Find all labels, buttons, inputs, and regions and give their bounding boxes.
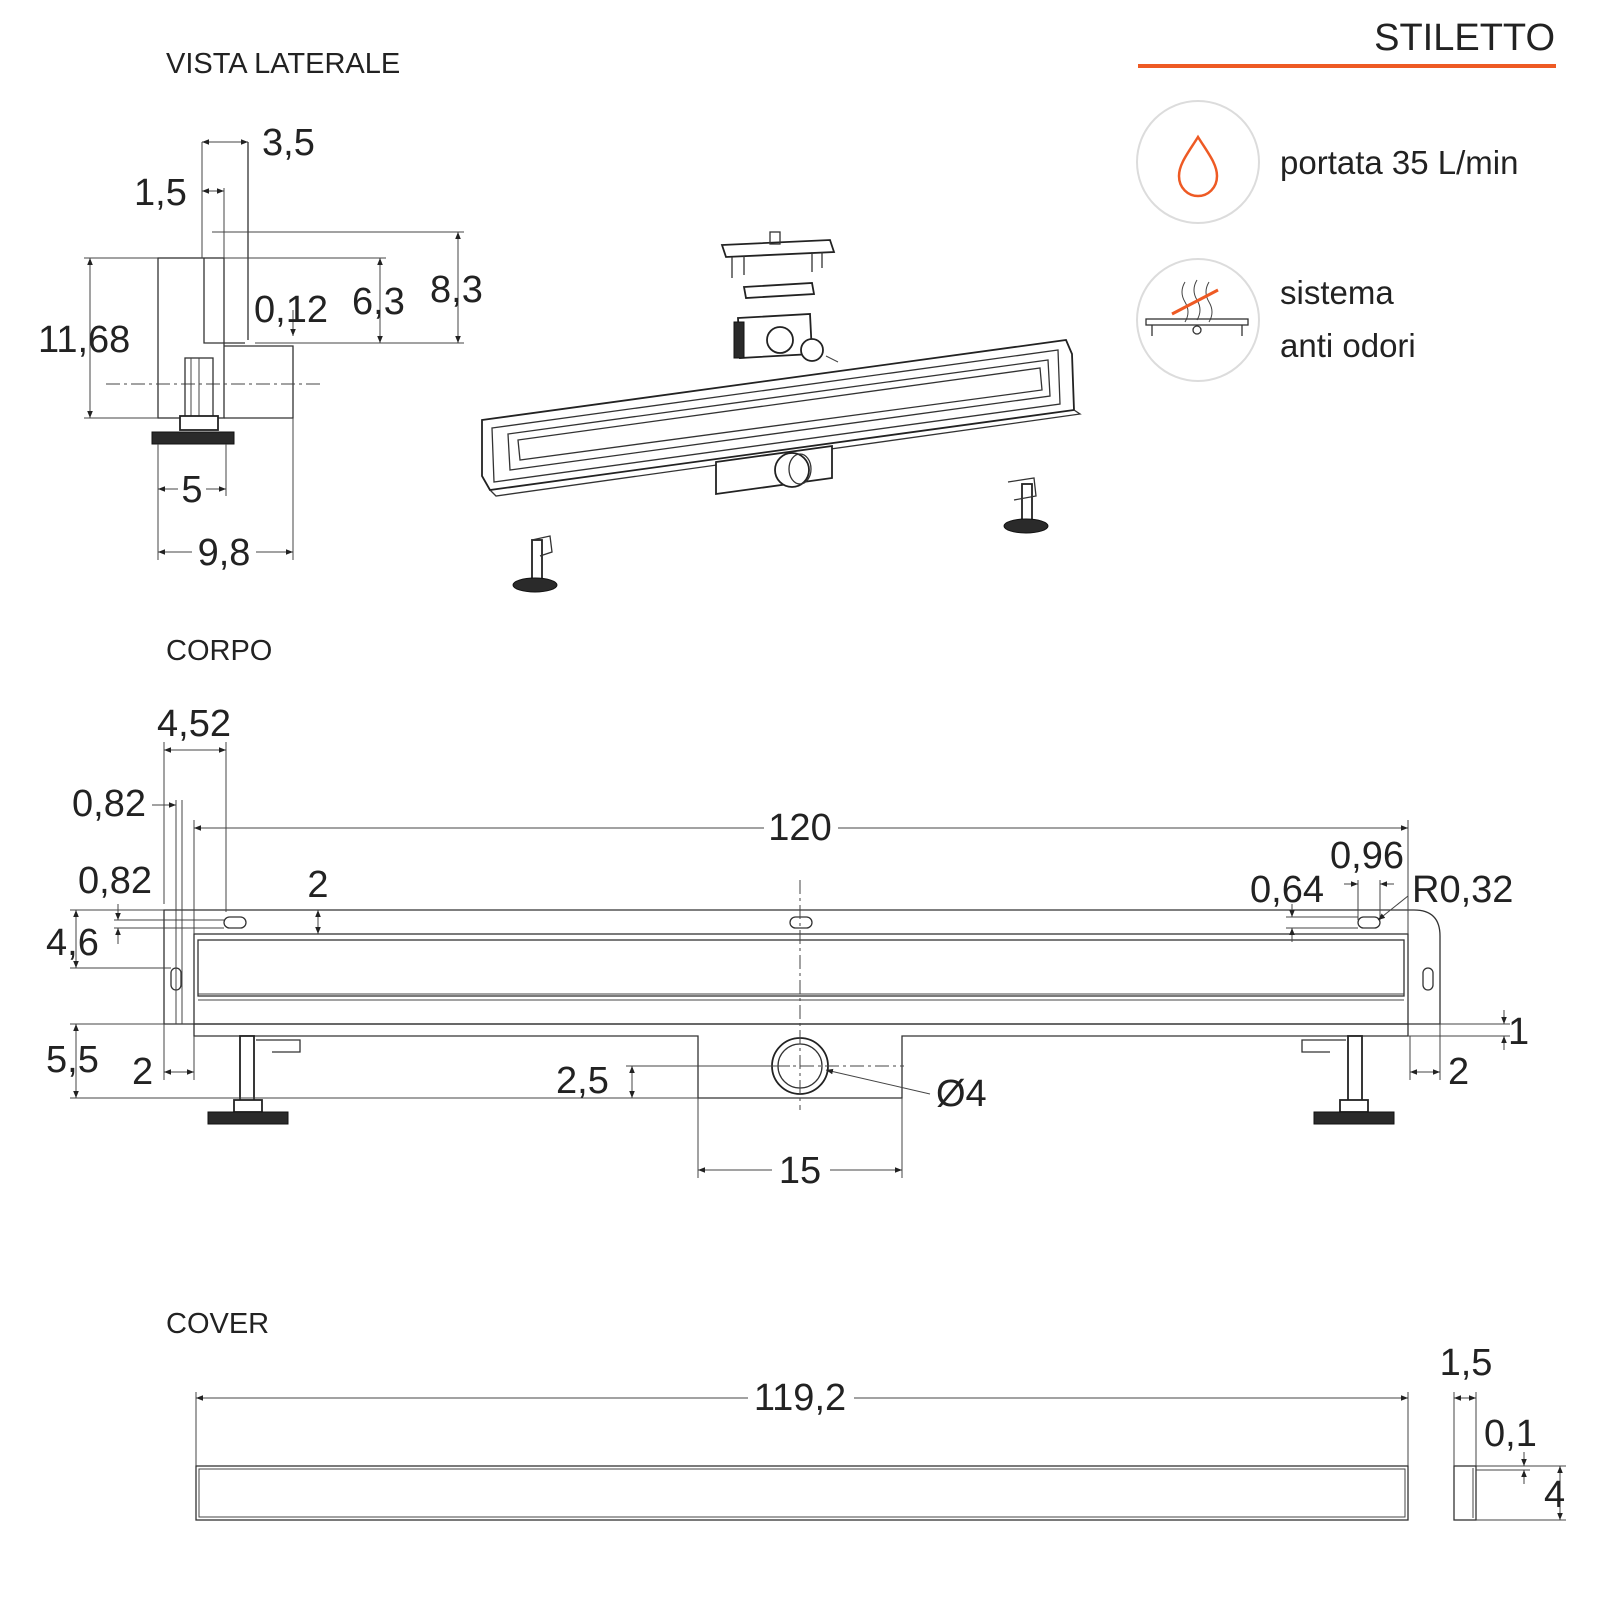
dim-0-82-top: 0,82 (72, 783, 146, 825)
dim-5: 5 (181, 469, 203, 511)
adjustable-foot-left (513, 536, 557, 592)
side-view-drawing (38, 122, 483, 574)
dim-0-82-second: 0,82 (78, 860, 152, 902)
body-front-view (46, 703, 1529, 1192)
cover-drawing (196, 1342, 1566, 1520)
dim-1-right: 1 (1508, 1011, 1530, 1053)
feature-circle (1137, 101, 1259, 223)
dim-8-3: 8,3 (430, 269, 483, 311)
dim-0-12: 0,12 (254, 289, 328, 331)
feature-anti-odor (1137, 259, 1416, 381)
dim-5-5: 5,5 (46, 1039, 99, 1081)
dim-0-64: 0,64 (1250, 869, 1324, 911)
dim-119-2: 119,2 (753, 1377, 847, 1419)
dim-diameter-4: Ø4 (936, 1073, 987, 1115)
dim-6-3: 6,3 (352, 281, 405, 323)
brand-title: STILETTO (1374, 17, 1555, 59)
dim-4-6: 4,6 (46, 922, 99, 964)
dim-cover-1-5: 1,5 (1439, 1342, 1493, 1384)
section-title-side-view: VISTA LATERALE (166, 48, 401, 80)
adjustable-foot-right (1004, 478, 1048, 533)
dim-0-1: 0,1 (1484, 1413, 1537, 1455)
brand-header (1138, 17, 1556, 66)
dim-11-68: 11,68 (38, 319, 131, 361)
body-foot-left (208, 1036, 300, 1124)
feature-flow-label: portata 35 L/min (1280, 144, 1519, 181)
dim-r0-32: R0,32 (1412, 869, 1514, 911)
section-title-cover: COVER (166, 1308, 270, 1340)
section-title-body: CORPO (166, 635, 273, 667)
dim-2-left: 2 (132, 1051, 154, 1093)
feature-circle (1137, 259, 1259, 381)
dim-2-top: 2 (307, 864, 329, 906)
dim-15: 15 (778, 1150, 822, 1192)
dim-9-8: 9,8 (197, 532, 251, 574)
dim-cover-4: 4 (1544, 1474, 1566, 1516)
feature-anti-odor-line1: sistema (1280, 274, 1394, 311)
dim-4-52: 4,52 (157, 703, 231, 745)
feature-flow-rate (1137, 101, 1518, 223)
feature-anti-odor-line2: anti odori (1280, 327, 1416, 364)
dim-2-5: 2,5 (556, 1060, 609, 1102)
exploded-view-illustration (482, 232, 1080, 592)
dim-2-right: 2 (1448, 1051, 1470, 1093)
dim-120: 120 (768, 807, 832, 849)
body-foot-right (1302, 1036, 1394, 1124)
dim-1-5: 1,5 (134, 172, 187, 214)
dim-0-96: 0,96 (1330, 835, 1404, 877)
dim-3-5: 3,5 (262, 122, 315, 164)
